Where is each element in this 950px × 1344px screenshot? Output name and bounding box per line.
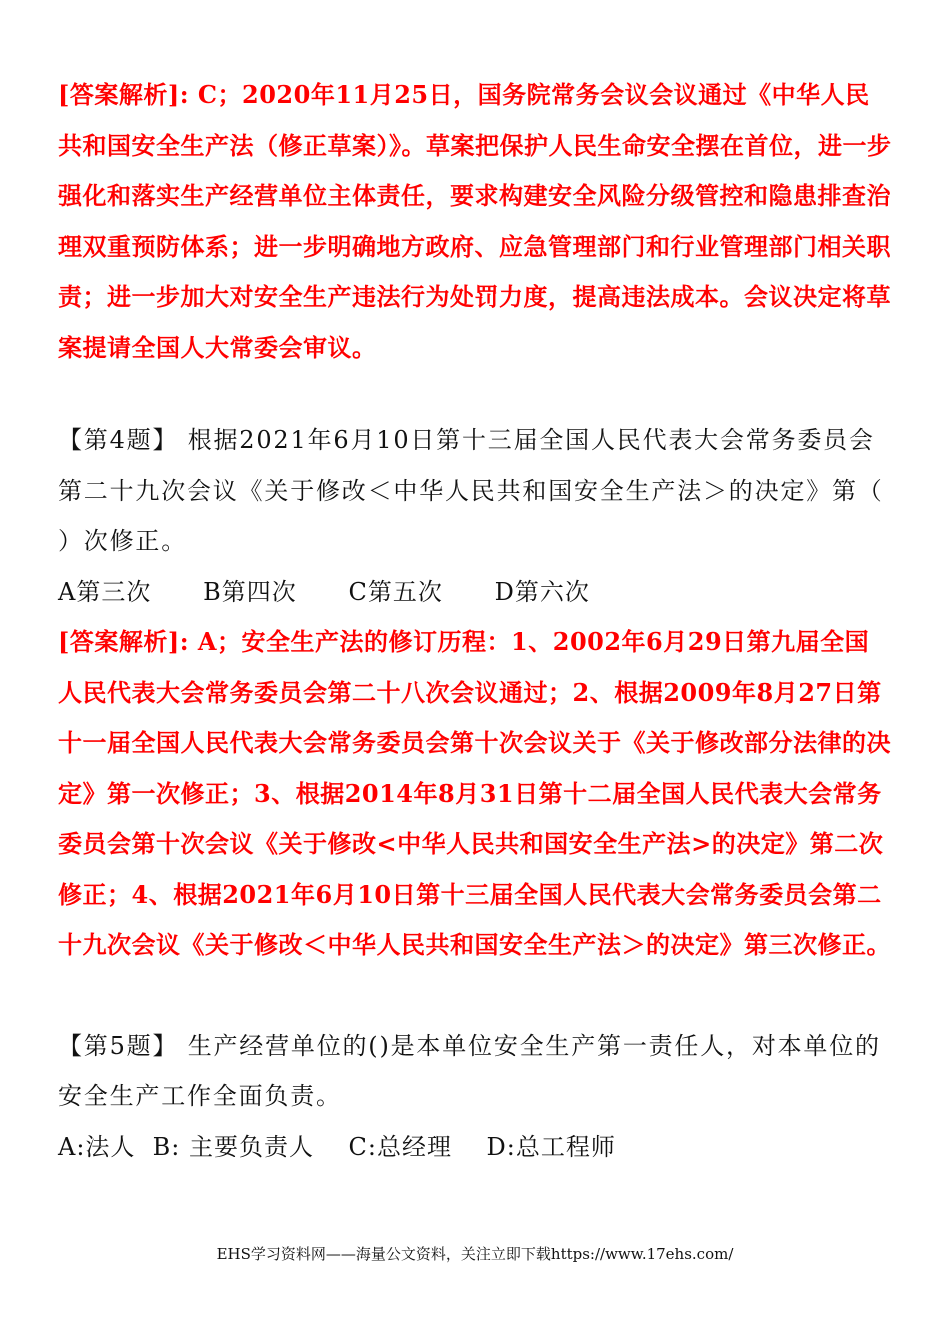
question-4-options: A第三次 B第四次 C第五次 D第六次	[58, 577, 590, 606]
question-5-options: A:法人 B: 主要负责人 C:总经理 D:总工程师	[58, 1132, 616, 1161]
answer-explanation-q3: [答案解析]: C；2020年11月25日，国务院常务会议会议通过《中华人民共和国安全生产法（修正草案）》。草案把保护人民生命安全摆在首位，进一步强化和落实生产经营单位主体责任，要求构建安全风险分级管控和隐患排查治理双重预防体系；进一步明确地方政府、应急管理部门和行业管理部门相关职责；进一步加大对安全生产违法行为处罚力度，提高违法成本。会议决定将草案提请全国人大常委会审议。	[58, 80, 892, 362]
document-page	[58, 70, 892, 1172]
page-footer: EHS学习资料网——海量公文资料，关注立即下载https://www.17ehs.com/	[216, 1245, 734, 1263]
spacer	[58, 971, 892, 1021]
question-5: 【第5题】 生产经营单位的()是本单位安全生产第一责任人，对本单位的安全生产工作全面负责。	[58, 1031, 881, 1110]
answer-explanation-q4: [答案解析]: A；安全生产法的修订历程：1、2002年6月29日第九届全国人民代表大会常务委员会第二十八次会议通过；2、根据2009年8月27日第十一届全国人民代表大会常务委员会第十次会议关于《关于修改部分法律的决定》第一次修正；3、根据2014年8月31日第十二届全国人民代表大会常务委员会第十次会议《关于修改<中华人民共和国安全生产法>的决定》第二次修正；4、根据2021年6月10日第十三届全国人民代表大会常务委员会第二十九次会议《关于修改＜中华人民共和国安全生产法＞的决定》第三次修正。	[58, 627, 891, 959]
spacer	[58, 373, 892, 415]
question-4: 【第4题】 根据2021年6月10日第十三届全国人民代表大会常务委员会第二十九次会议《关于修改＜中华人民共和国安全生产法＞的决定》第（ ）次修正。	[58, 426, 884, 555]
